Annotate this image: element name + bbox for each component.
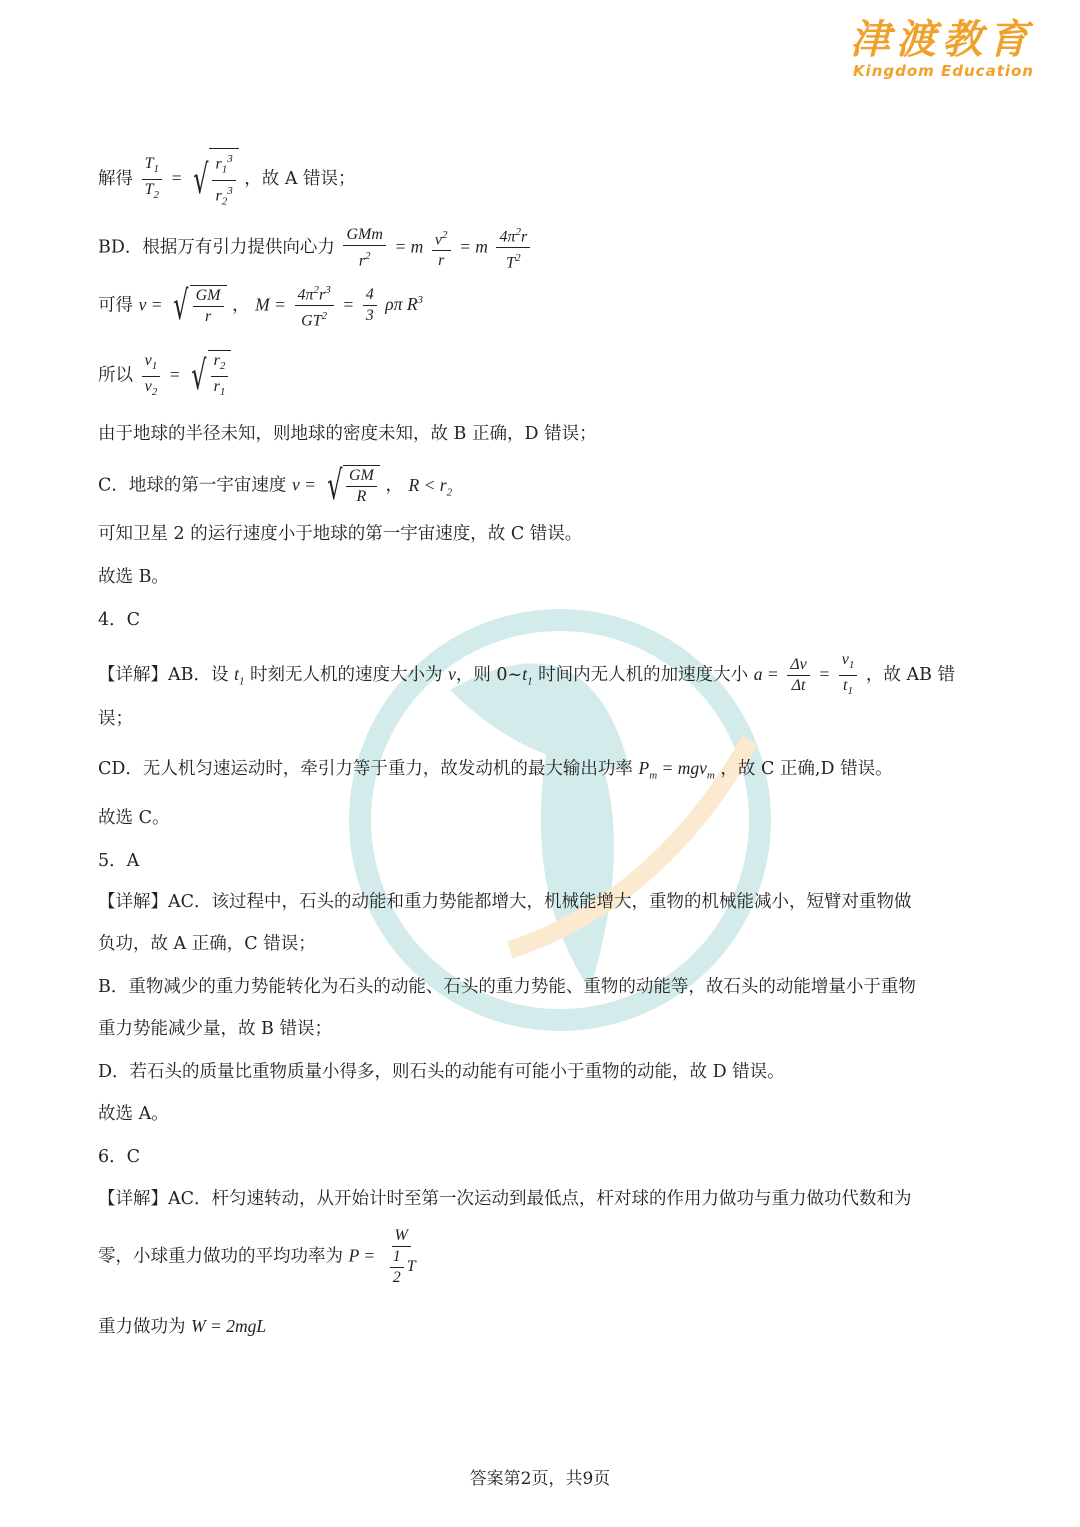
formula: √ $\frac{r_1^3}{r_2^3}$ [188, 148, 239, 211]
formula: $\frac{T_1}{T_2}$ [142, 154, 162, 205]
formula: W $\frac{1}{2}$ T [384, 1226, 419, 1288]
line-5: 由于地球的半径未知，则地球的密度未知，故 B 正确，D 错误； [98, 424, 597, 444]
text: 重力做功为 [98, 1317, 186, 1337]
text: 所以 [98, 365, 133, 386]
formula: √ $\frac{GM}{r}$ [168, 285, 226, 327]
brand-name-cn: 津渡教育 [850, 17, 1034, 63]
line-13: 故选 C。 [98, 808, 170, 828]
text: 时刻无人机的速度大小为 [244, 665, 449, 686]
line-6: C．地球的第一宇宙速度 v = √ $\frac{GM}{R}$ ， $R < r_2$ [98, 463, 453, 509]
line-23: 零，小球重力做功的平均功率为 P = W $\frac{1}{2}$ T [98, 1226, 422, 1288]
line-21: 6．C [98, 1147, 141, 1167]
formula: $\frac{\text{GMm}}{r^2}$ [343, 225, 385, 271]
line-17: B．重物减少的重力势能转化为石头的动能、石头的重力势能、重物的动能等，故石头的动能增量小于重物 [98, 977, 916, 997]
text: 时间内无人机的加速度大小 [532, 665, 749, 686]
line-4: 所以 $\frac{v_1}{v_2}$ = √ $\frac{r_2}{r_1}$ [98, 350, 231, 402]
line-19: D．若石头的质量比重物质量小得多，则石头的动能有可能小于重物的动能，故 D 错误。 [98, 1062, 785, 1082]
text: CD．无人机匀速运动时，牵引力等于重力，故发动机的最大输出功率 [98, 759, 633, 779]
text: BD．根据万有引力提供向心力 [98, 237, 335, 258]
line-15: 【详解】AC．该过程中，石头的动能和重力势能都增大，机械能增大，重物的机械能减小，短臂对重物做 [98, 892, 912, 912]
brand-name-en: Kingdom Education [852, 62, 1034, 80]
text: 可得 [98, 295, 133, 316]
page-footer: 答案第2页，共9页 [469, 1469, 611, 1489]
line-8: 故选 B。 [98, 567, 169, 587]
line-2: BD．根据万有引力提供向心力 $\frac{\text{GMm}}{r^2}$ = m $\frac{v^2}{r}$ = m $\frac{4\pi^2r}{T^2}$ [98, 222, 533, 274]
line-9: 4．C [98, 610, 141, 630]
line-22: 【详解】AC．杆匀速转动，从开始计时至第一次运动到最低点，杆对球的作用力做功与重力做功代数和为 [98, 1189, 912, 1209]
text: ，故 AB 错 [865, 665, 956, 686]
formula: √ $\frac{GM}{R}$ [322, 465, 380, 507]
text: ，故 A 错误； [244, 169, 356, 190]
text: 零，小球重力做功的平均功率为 [98, 1246, 343, 1267]
formula: √ $\frac{r_2}{r_1}$ [186, 350, 231, 402]
text: ，则 0~ [455, 665, 523, 686]
line-12: CD．无人机匀速运动时，牵引力等于重力，故发动机的最大输出功率 $P_m = mgv_m$ ，故 C 正确,D 错误。 [98, 758, 893, 782]
text: ，故 C 正确,D 错误。 [720, 759, 893, 779]
brand-logo [850, 18, 1034, 80]
line-11: 误； [98, 709, 133, 729]
line-10: 【详解】AB．设 $t_1$ 时刻无人机的速度大小为 v，则 $0\sim t_1$ 时间内无人机的加速度大小 a = $\frac{\Delta v}{\Delta t}$ = $\frac{v_1}{t_1}$ ，故 AB 错 [98, 651, 956, 698]
line-24: 重力做功为 W = 2mgL [98, 1316, 267, 1337]
line-7: 可知卫星 2 的运行速度小于地球的第一宇宙速度，故 C 错误。 [98, 524, 583, 544]
line-3: 可得 v = √ $\frac{GM}{r}$ ， M = $\frac{4\pi^2r^3}{GT^2}$ = $\frac{4}{3}$ ρπ $R^3$ [98, 280, 423, 332]
line-20: 故选 A。 [98, 1104, 169, 1124]
text: C．地球的第一宇宙速度 [98, 475, 287, 496]
line-1: 解得 $\frac{T_1}{T_2}$ = √ $\frac{r_1^3}{r_2^3}$ ，故 A 错误； [98, 148, 356, 211]
line-18: 重力势能减少量，故 B 错误； [98, 1019, 332, 1039]
line-16: 负功，故 A 正确，C 错误； [98, 934, 316, 954]
text: 【详解】AB．设 [98, 665, 235, 686]
text: 解得 [98, 169, 133, 190]
line-14: 5．A [98, 851, 140, 871]
